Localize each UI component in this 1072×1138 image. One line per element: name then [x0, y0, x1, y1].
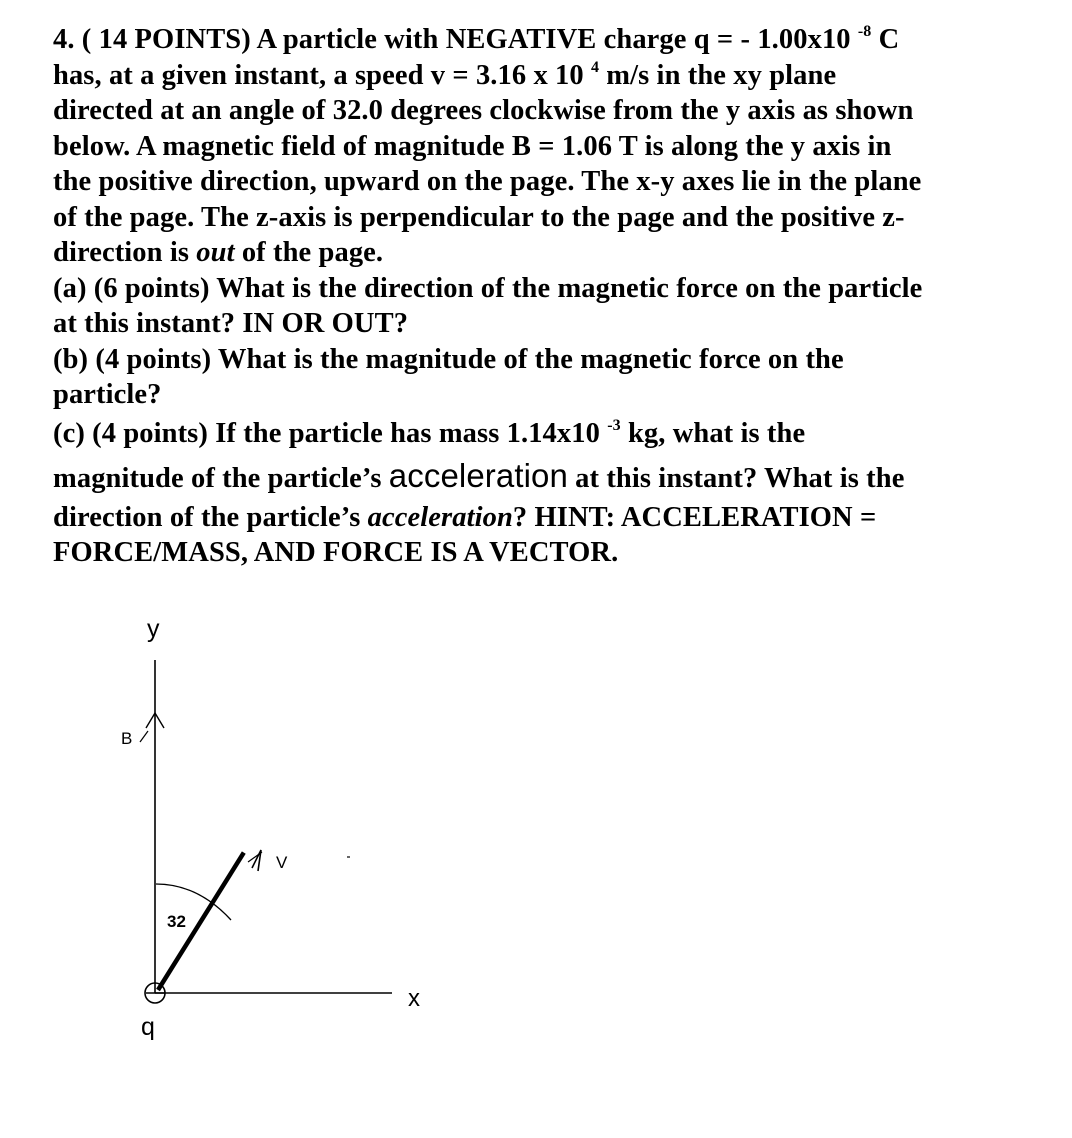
problem-line-7: direction is out of the page. — [53, 237, 384, 268]
problem-line-3: directed at an angle of 32.0 degrees clockwise from the y axis as shown — [53, 95, 914, 126]
speed-exponent: 4 — [590, 58, 600, 76]
part-c-hint: FORCE/MASS, AND FORCE IS A VECTOR. — [53, 537, 619, 568]
mass-exponent: -3 — [607, 416, 621, 434]
b-field-tick — [140, 731, 148, 742]
problem-line-5: the positive direction, upward on the page. The x-y axes lie in the plane — [53, 166, 922, 197]
problem-line-4: below. A magnetic field of magnitude B = 1.06 T is along the y axis in — [53, 130, 892, 162]
problem-line-6: of the page. The z-axis is perpendicular to the page and the positive z- — [53, 201, 905, 233]
charge-label: q — [141, 1013, 155, 1041]
angle-label: 32 — [167, 912, 186, 931]
part-b-question: (b) (4 points) What is the magnitude of the magnetic force on the — [53, 343, 844, 375]
x-axis-label: x — [408, 985, 420, 1012]
part-a-question-cont: at this instant? IN OR OUT? — [53, 308, 409, 339]
part-b-question-cont: particle? — [53, 379, 162, 410]
b-field-label: B — [121, 729, 133, 748]
part-a-question: (a) (6 points) What is the direction of the magnetic force on the particle — [53, 272, 923, 304]
part-c-question-cont-2: direction of the particle’s acceleration? HINT: ACCELERATION = — [53, 501, 877, 533]
part-c-question: (c) (4 points) If the particle has mass 1.14x10 $^{-3}$ kg, what is the — [53, 416, 806, 449]
problem-line-1: 4. ( 14 POINTS) A particle with NEGATIVE charge q = - 1.00x10 $^{-8}$ C — [53, 23, 900, 55]
problem-line-2: has, at a given instant, a speed v = 3.16 x 10 $^4$ m/s in the xy plane — [53, 58, 837, 91]
charge-exponent: -8 — [857, 23, 872, 40]
velocity-label: V — [276, 853, 288, 872]
part-c-question-cont-1: magnitude of the particle’s acceleration at this instant? What is the — [53, 456, 905, 494]
y-axis-label: y — [147, 615, 160, 643]
